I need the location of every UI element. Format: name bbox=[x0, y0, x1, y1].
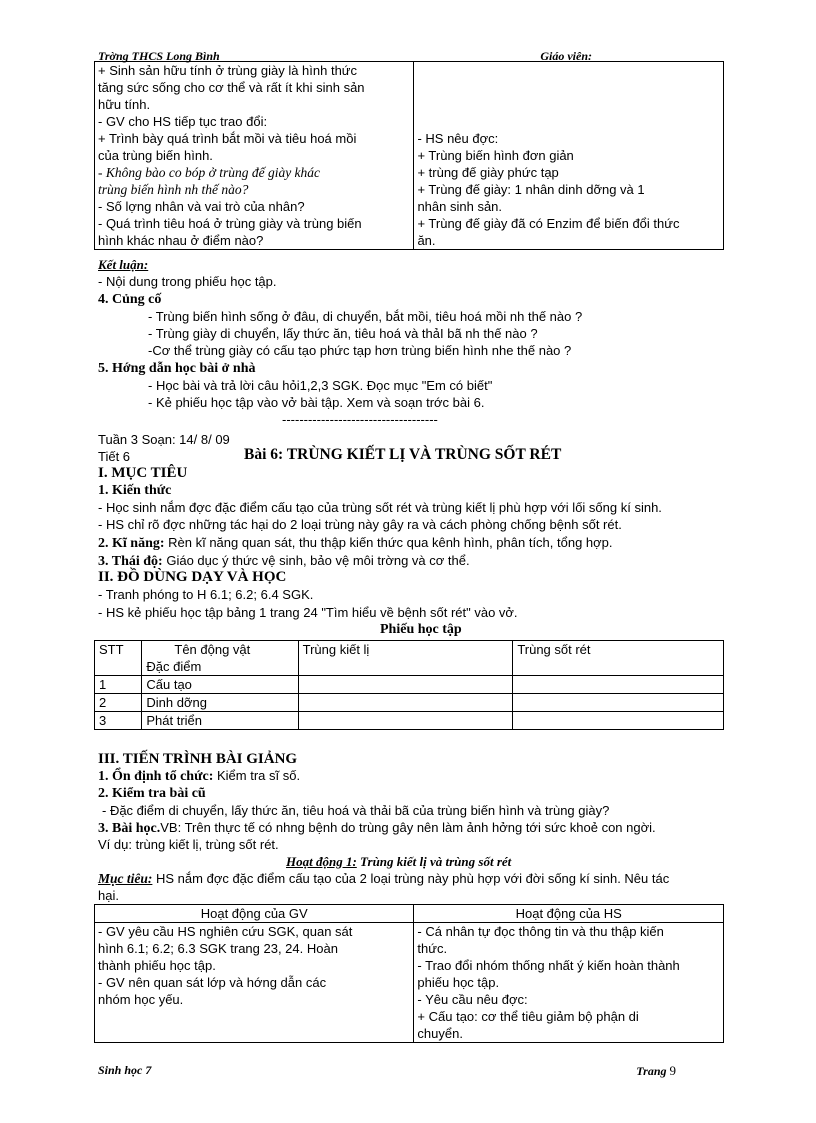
text-line: - GV yêu cầu HS nghiên cứu SGK, quan sát bbox=[98, 924, 353, 939]
phieu-hoc-tap-table bbox=[94, 640, 724, 730]
text-line: - GV nên quan sát lớp và hớng dẫn các bbox=[98, 975, 327, 990]
huongdan-item: - Kẻ phiếu học tập vào vở bài tập. Xem và soạn trớc bài 6. bbox=[148, 395, 485, 410]
cungco-item: -Cơ thể trùng giày có cấu tạo phức tạp hơn trùng biến hình nhe thế nào ? bbox=[148, 343, 572, 358]
header-cell: Trùng sốt rét bbox=[513, 641, 724, 676]
table-cell bbox=[513, 676, 724, 694]
text-line: - Quá trình tiêu hoá ở trùng giày và trùng biến bbox=[98, 216, 362, 231]
ketluan-text: - Nội dung trong phiếu học tập. bbox=[98, 274, 277, 289]
muctieu2-cont: hại. bbox=[98, 888, 119, 903]
section-kienthuc: 1. Kiến thức bbox=[98, 483, 172, 498]
vidu: Ví dụ: trùng kiết lị, trùng sốt rét. bbox=[98, 837, 279, 852]
section-muctieu: I. MỤC TIÊU bbox=[98, 465, 188, 481]
hs-column bbox=[414, 62, 724, 250]
header-dacdiem: Đặc điểm bbox=[146, 659, 202, 674]
section-tientrinh: III. TIẾN TRÌNH BÀI GIẢNG bbox=[98, 751, 298, 767]
table-header-row bbox=[95, 641, 724, 676]
text-line: - Trao đổi nhóm thống nhất ý kiến hoàn thành bbox=[417, 958, 680, 973]
text-line: ăn. bbox=[417, 233, 436, 248]
divider: ------------------------------------ bbox=[282, 412, 438, 427]
tiet: Tiết 6 bbox=[98, 449, 131, 464]
muctieu2-label: Mục tiêu: bbox=[98, 871, 153, 886]
section-kiemtra: 2. Kiểm tra bài cũ bbox=[98, 786, 206, 801]
text-line: - Yêu cầu nêu đợc: bbox=[417, 992, 528, 1007]
text-line: nhân sinh sản. bbox=[417, 199, 503, 214]
table-cell bbox=[298, 676, 513, 694]
text-line: - Số lợng nhân và vai trò của nhân? bbox=[98, 199, 305, 214]
text-line: + Trùng đế giày đã có Enzim để biến đổi thức bbox=[417, 216, 680, 231]
text-line: tăng sức sống cho cơ thể và rất ít khi sinh sản bbox=[98, 80, 365, 95]
kinang-label: 2. Kĩ năng: bbox=[98, 536, 165, 551]
page-label: Trang bbox=[636, 1064, 667, 1078]
ondinh-label: 1. Ổn định tổ chức: bbox=[98, 769, 214, 784]
phieu-title: Phiếu học tập bbox=[380, 622, 462, 637]
thaido-line bbox=[98, 552, 470, 570]
hs-cell bbox=[414, 923, 724, 1043]
text-line: phiếu học tập. bbox=[417, 975, 500, 990]
page-footer bbox=[98, 1063, 720, 1078]
table-row bbox=[95, 694, 724, 712]
gv-cell bbox=[95, 923, 414, 1043]
huongdan-item: - Học bài và trả lời câu hỏi1,2,3 SGK. Đọc mục "Em có biết" bbox=[148, 378, 493, 393]
ondinh-line bbox=[98, 767, 300, 785]
subject-label: Sinh học 7 bbox=[98, 1063, 152, 1077]
table-row bbox=[95, 712, 724, 730]
text-line: - Không bào co bóp ở trùng đế giày khác bbox=[98, 165, 321, 180]
text-line: hình 6.1; 6.2; 6.3 SGK trang 23, 24. Hoàn bbox=[98, 941, 338, 956]
kienthuc-item: - HS chỉ rõ đợc những tác hại do 2 loại trùng này gây ra và cách phòng chống bệnh sốt rét. bbox=[98, 517, 622, 532]
header-cell: STT bbox=[95, 641, 142, 676]
header-tendv: Tên động vật bbox=[174, 642, 251, 657]
table-row bbox=[95, 923, 724, 1043]
lesson-title bbox=[244, 446, 561, 463]
page-number bbox=[636, 1063, 676, 1079]
table-cell bbox=[298, 694, 513, 712]
activity-table bbox=[94, 904, 724, 1043]
page-num: 9 bbox=[669, 1063, 676, 1078]
text-line: + trùng đế giày phức tạp bbox=[417, 165, 559, 180]
text-line: + Cấu tạo: cơ thể tiêu giảm bộ phận di bbox=[417, 1009, 639, 1024]
section-cungco: 4. Củng cố bbox=[98, 292, 162, 307]
kinang-line bbox=[98, 534, 613, 552]
kinang-text: Rèn kĩ năng quan sát, thu thập kiến thức qua kênh hình, phân tích, tổng hợp. bbox=[168, 535, 613, 550]
table-cell bbox=[513, 712, 724, 730]
gv-column bbox=[95, 62, 414, 250]
text-line: + Sinh sản hữu tính ở trùng giày là hình thức bbox=[98, 63, 358, 78]
baihoc-text: VB: Trên thực tế có nhng bệnh do trùng gây nên làm ảnh hởng tới sức khoẻ con ngời. bbox=[160, 820, 656, 835]
section-dodung: II. ĐỒ DÙNG DẠY VÀ HỌC bbox=[98, 569, 287, 585]
text-line: hình khác nhau ở điểm nào? bbox=[98, 233, 264, 248]
table-cell: Dinh dỡng bbox=[142, 694, 298, 712]
dodung-item: - HS kẻ phiếu học tập bảng 1 trang 24 "Tìm hiểu về bệnh sốt rét" vào vở. bbox=[98, 605, 518, 620]
table-header-row bbox=[95, 905, 724, 923]
thaido-label: 3. Thái độ: bbox=[98, 554, 163, 569]
hoatdong-text: Trùng kiết lị và trùng sốt rét bbox=[360, 854, 512, 869]
text-line: trùng biến hình nh thế nào? bbox=[98, 182, 249, 197]
header-cell: Trùng kiết lị bbox=[298, 641, 513, 676]
kienthuc-item: - Học sinh nắm đợc đặc điểm cấu tạo của trùng sốt rét và trùng kiết lị phù hợp với lối sống kí sinh. bbox=[98, 500, 662, 515]
header-cell bbox=[142, 641, 298, 676]
table-cell bbox=[298, 712, 513, 730]
cungco-item: - Trùng biến hình sống ở đâu, di chuyển, bắt mồi, tiêu hoá mồi nh thế nào ? bbox=[148, 309, 583, 324]
text-line: + Trùng đế giày: 1 nhân dinh dỡng và 1 bbox=[417, 182, 645, 197]
cungco-item: - Trùng giày di chuyển, lấy thức ăn, tiêu hoá và thảI bã nh thế nào ? bbox=[148, 326, 538, 341]
school-name: Trờng THCS Long Bình bbox=[98, 49, 220, 63]
baihoc-label: 3. Bài học. bbox=[98, 821, 161, 836]
text-line: của trùng biến hình. bbox=[98, 148, 213, 163]
dodung-item: - Tranh phóng to H 6.1; 6.2; 6.4 SGK. bbox=[98, 587, 314, 602]
text-line: chuyển. bbox=[417, 1026, 463, 1041]
hoatdong-heading bbox=[286, 853, 511, 870]
table-cell: Phát triển bbox=[142, 712, 298, 730]
thaido-text: Giáo dục ý thức vệ sinh, bảo vệ môi trờng và cơ thể. bbox=[166, 553, 470, 568]
muctieu2-text: HS nắm đợc đặc điểm cấu tạo của 2 loại trùng này phù hợp với đời sống kí sinh. Nêu tác bbox=[156, 871, 670, 886]
table-cell: Cấu tạo bbox=[142, 676, 298, 694]
text-line: + Trùng biến hình đơn giản bbox=[417, 148, 574, 163]
text-line: + Trình bày quá trình bắt mồi và tiêu hoá mồi bbox=[98, 131, 357, 146]
ondinh-text: Kiểm tra sĩ số. bbox=[217, 768, 301, 783]
kiemtra-question: - Đặc điểm di chuyển, lấy thức ăn, tiêu hoá và thải bã của trùng biến hình và trùng giày? bbox=[102, 803, 610, 818]
hoatdong-label: Hoạt động 1: bbox=[286, 854, 357, 869]
text-line: nhóm học yếu. bbox=[98, 992, 184, 1007]
text-line: hữu tính. bbox=[98, 97, 151, 112]
lesson-prefix: Bài 6: bbox=[244, 446, 284, 463]
ketluan-label: Kết luận: bbox=[98, 257, 149, 272]
table-cell: 3 bbox=[95, 712, 142, 730]
table-cell: 2 bbox=[95, 694, 142, 712]
muctieu2-line bbox=[98, 870, 669, 887]
text-line: thức. bbox=[417, 941, 448, 956]
table-cell bbox=[513, 694, 724, 712]
section-huongdan: 5. Hớng dẫn học bài ở nhà bbox=[98, 361, 256, 376]
text-line: - HS nêu đợc: bbox=[417, 131, 499, 146]
text-line: - GV cho HS tiếp tục trao đổi: bbox=[98, 114, 268, 129]
baihoc-line bbox=[98, 819, 656, 837]
header-hs: Hoạt động của HS bbox=[414, 905, 724, 923]
table-cell: 1 bbox=[95, 676, 142, 694]
text-line: thành phiếu học tập. bbox=[98, 958, 216, 973]
header-gv: Hoạt động của GV bbox=[95, 905, 414, 923]
tuan-soan: Tuần 3 Soạn: 14/ 8/ 09 bbox=[98, 432, 230, 447]
continued-activity-table bbox=[94, 61, 724, 250]
teacher-label: Giáo viên: bbox=[540, 49, 592, 63]
lesson-name: TRÙNG KIẾT LỊ VÀ TRÙNG SỐT RÉT bbox=[286, 446, 562, 463]
text-line: - Cá nhân tự đọc thông tin và thu thập kiến bbox=[417, 924, 664, 939]
table-row bbox=[95, 676, 724, 694]
